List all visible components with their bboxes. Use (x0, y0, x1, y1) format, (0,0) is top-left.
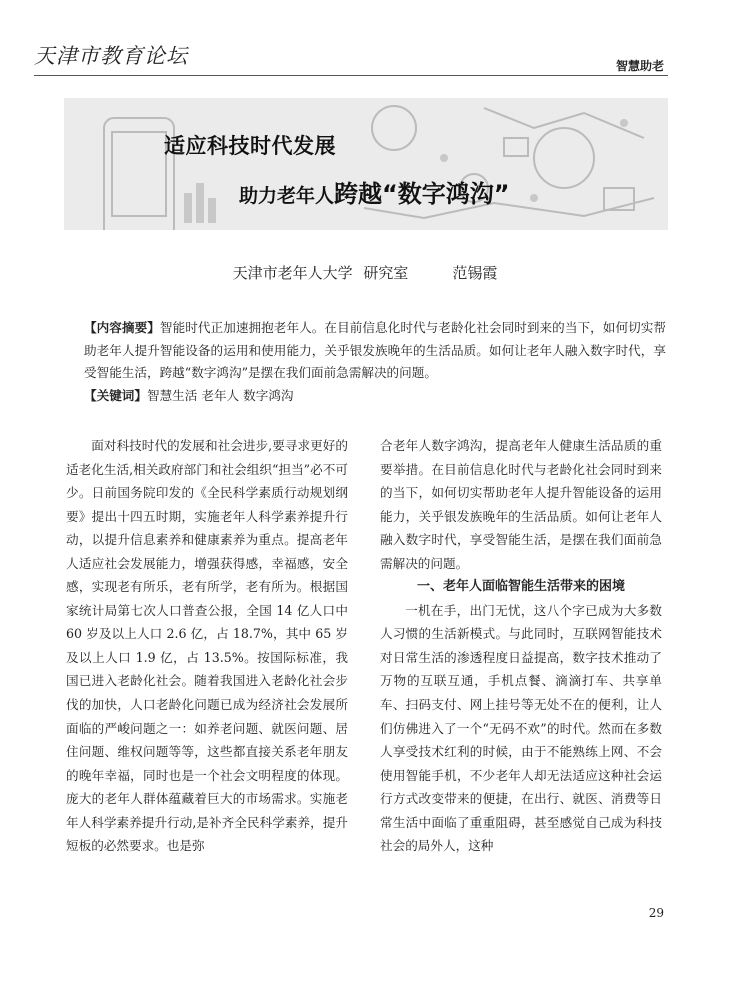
body-paragraph: 一机在手，出门无忧，这八个字已成为大多数人习惯的生活新模式。与此同时，互联网智能技术对日常生活的渗透程度日益提高，数字技术推动了万物的互联互通，手机点餐、滴滴打车、共享单车、扫码支付、网上挂号等无处不在的便利，让人们仿佛进入了一个“无码不欢”的时代。然而在多数人享受技术红利的时候，由于不能熟练上网、不会使用智能手机，不少老年人却无法适应这种社会运行方式改变带来的便捷，在出行、就医、消费等日常生活中面临了重重阻碍，甚至感觉自己成为科技社会的局外人，这种 (380, 602, 662, 854)
author-name: 范锡霞 (452, 264, 498, 282)
section-title: 智慧助老 (615, 59, 664, 73)
title-banner (64, 98, 668, 230)
body-column-right (380, 434, 662, 858)
body-column-left (66, 434, 348, 858)
banner-title-line1: 适应科技时代发展 (164, 134, 336, 158)
affiliation: 天津市老年人大学 研究室 (232, 264, 409, 282)
byline (0, 262, 730, 283)
body-paragraph: 面对科技时代的发展和社会进步,要寻求更好的适老化生活,相关政府部门和社会组织“担当”必不可少。日前国务院印发的《全民科学素质行动规划纲要》提出十四五时期，实施老年人科学素养提升行动，以提升信息素养和健康素养为重点。提高老年人适应社会发展能力，增强获得感，幸福感，安全感，实现老有所乐，老有所学，老有所为。根据国家统计局第七次人口普查公报，全国 14 亿人口中 60 岁及以上人口 2.6 亿，占 18.7%，其中 65 岁及以上人口 1.9 亿，占 13.5%。按国际标准，我国已进入老龄化社会。随着我国进入老龄化社会步伐的加快，人口老龄化问题已成为经济社会发展所面临的严峻问题之一：如养老问题、就医问题、居住问题、维权问题等等，这些都直接关系老年朋友的晚年幸福，同时也是一个社会文明程度的体现。庞大的老年人群体蕴藏着巨大的市场需求。实施老年人科学素养提升行动,是补齐全民科学素养，提升短板的必然要求。也是弥 (66, 438, 348, 854)
banner-title-line2-prefix: 助力老年人 (239, 185, 335, 207)
keywords-label: 【关键词】 (84, 387, 147, 403)
page-number: 29 (648, 906, 664, 920)
abstract-label: 【内容摘要】 (84, 320, 160, 335)
header-divider (34, 75, 668, 76)
abstract-block (84, 317, 666, 407)
section-heading: 一、老年人面临智能生活带来的困境 (416, 579, 625, 595)
banner-title-line2 (239, 174, 510, 209)
keywords-text: 智慧生活 老年人 数字鸿沟 (146, 387, 294, 403)
keywords-line (84, 385, 666, 408)
journal-title: 天津市教育论坛 (34, 44, 188, 68)
abstract-text: 智能时代正加速拥抱老年人。在目前信息化时代与老龄化社会同时到来的当下，如何切实帮助老年人提升智能设备的运用和使用能力，关乎银发族晚年的生活品质。如何让老年人融入数字时代，享受智能生活，跨越“数字鸿沟”是摆在我们面前急需解决的问题。 (84, 320, 667, 380)
banner-illustration (64, 98, 668, 230)
abstract-paragraph (84, 317, 666, 385)
banner-title-line2-emph: 跨越“数字鸿沟” (334, 180, 510, 208)
body-paragraph-continued: 合老年人数字鸿沟，提高老年人健康生活品质的重要举措。在目前信息化时代与老龄化社会同时到来的当下，如何切实帮助老年人提升智能设备的运用能力，关乎银发族晚年的生活品质。如何让老年人融入数字时代，享受智能生活，是摆在我们面前急需解决的问题。 (380, 438, 662, 571)
